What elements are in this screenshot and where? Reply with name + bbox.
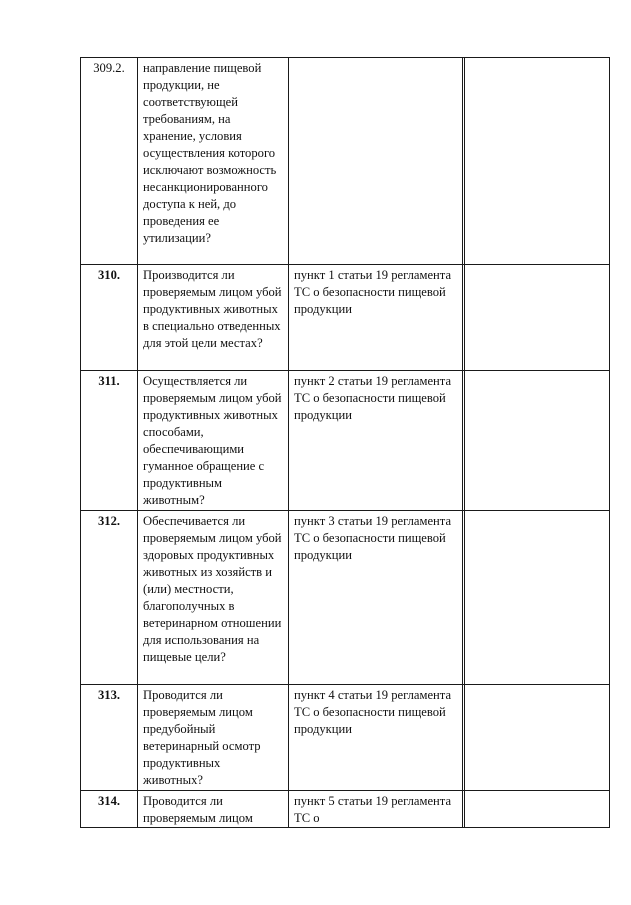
answer-cell <box>465 791 610 828</box>
table-row <box>81 58 610 265</box>
item-number: 309.2. <box>81 58 138 265</box>
table-row <box>81 371 610 511</box>
reference-text: пункт 2 статьи 19 регламента ТС о безопасности пищевой продукции <box>294 374 452 422</box>
question-text: Проводится ли проверяемым лицом предубойный ветеринарный осмотр продуктивных животных? <box>143 688 261 787</box>
item-number: 313. <box>81 685 138 791</box>
table-row <box>81 511 610 685</box>
answer-cell <box>465 58 610 265</box>
legal-reference <box>289 58 463 265</box>
item-number: 314. <box>81 791 138 828</box>
item-number: 312. <box>81 511 138 685</box>
legal-reference <box>289 511 463 685</box>
requirement-question <box>138 58 289 265</box>
item-number: 310. <box>81 265 138 371</box>
legal-reference <box>289 371 463 511</box>
reference-text: пункт 1 статьи 19 регламента ТС о безопасности пищевой продукции <box>294 268 452 316</box>
checklist-table <box>80 57 610 828</box>
table-row <box>81 685 610 791</box>
requirement-question <box>138 791 289 828</box>
question-text: направление пищевой продукции, не соответствующей требованиям, на хранение, условия осуществления которого исключают возможность несанкционированного доступа к ней, до проведения ее утилизации? <box>143 61 277 245</box>
requirement-question <box>138 371 289 511</box>
question-text: Обеспечивается ли проверяемым лицом убой здоровых продуктивных животных из хозяйств и (или) местности, благополучных в ветеринарном отношении для использования на пищевые цели? <box>143 514 282 664</box>
legal-reference <box>289 791 463 828</box>
table-row <box>81 791 610 828</box>
requirement-question <box>138 685 289 791</box>
answer-cell <box>465 265 610 371</box>
question-text: Проводится ли проверяемым лицом <box>143 794 253 825</box>
legal-reference <box>289 265 463 371</box>
question-text: Осуществляется ли проверяемым лицом убой продуктивных животных способами, обеспечивающими гуманное обращение с продуктивным животным? <box>143 374 282 507</box>
reference-text: пункт 5 статьи 19 регламента ТС о <box>294 794 452 825</box>
answer-cell <box>465 371 610 511</box>
legal-reference <box>289 685 463 791</box>
question-text: Производится ли проверяемым лицом убой продуктивных животных в специально отведенных для этой цели местах? <box>143 268 282 350</box>
reference-text: пункт 3 статьи 19 регламента ТС о безопасности пищевой продукции <box>294 514 452 562</box>
answer-cell <box>465 685 610 791</box>
item-number: 311. <box>81 371 138 511</box>
reference-text: пункт 4 статьи 19 регламента ТС о безопасности пищевой продукции <box>294 688 452 736</box>
answer-cell <box>465 511 610 685</box>
requirement-question <box>138 265 289 371</box>
table-row <box>81 265 610 371</box>
requirement-question <box>138 511 289 685</box>
